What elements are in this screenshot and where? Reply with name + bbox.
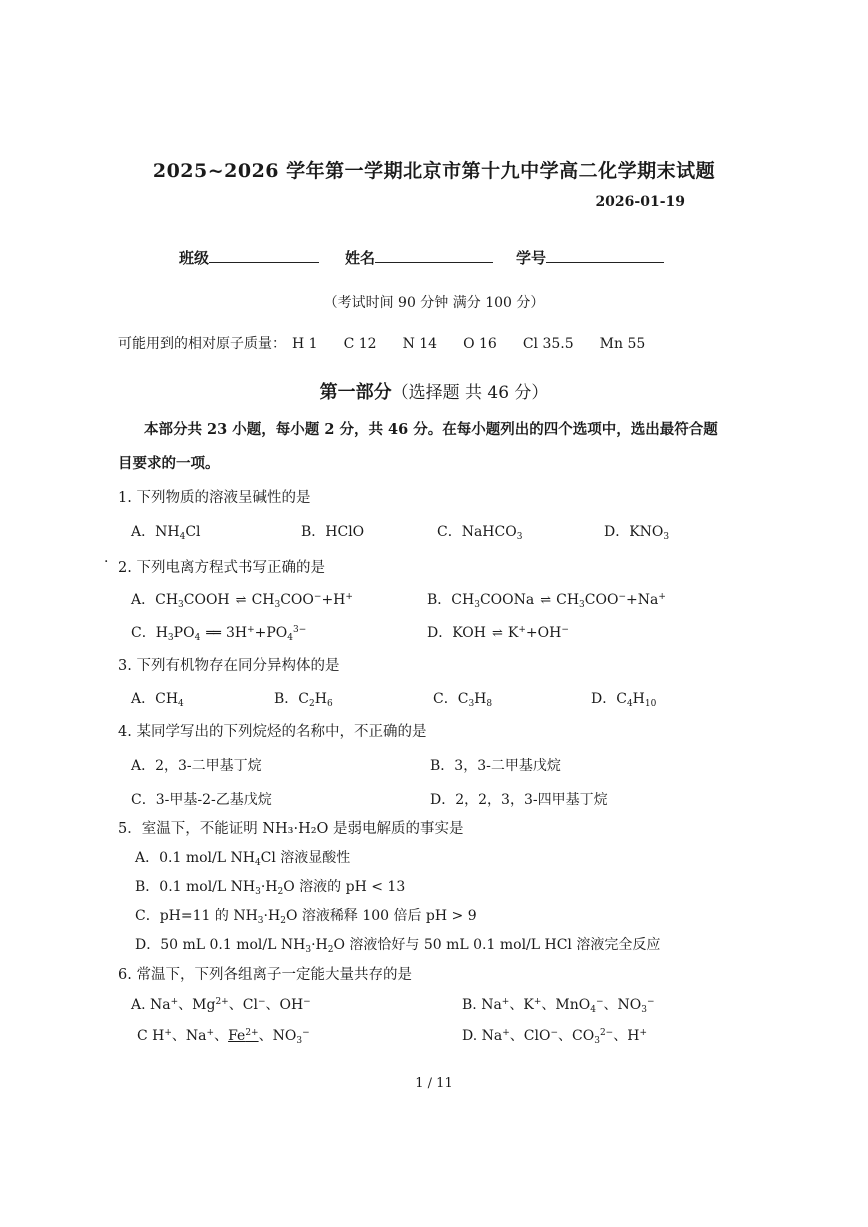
masses-label: 可能用到的相对原子质量： — [118, 336, 286, 352]
q6-option-d: D. Na+、ClO−、$CO_3^{2-}$、H+ — [462, 1028, 647, 1046]
mass-h: H 1 — [292, 336, 318, 352]
q2-option-c: C．$H_3PO_4$ ══ $3H^++PO_4^{3-}$ — [131, 625, 307, 643]
q5-stem: 5．室温下，不能证明 NH₃·H₂O 是弱电解质的事实是 — [118, 821, 464, 837]
class-label: 班级 — [179, 249, 210, 267]
class-field — [179, 246, 319, 268]
exam-date: 2026-01-19 — [595, 194, 685, 210]
q5-option-d: D．50 mL 0.1 mol/L $NH_3\cdot H_2O$ 溶液恰好与 50 mL 0.1 mol/L HCl 溶液完全反应 — [135, 937, 661, 955]
mass-cl: Cl 35.5 — [522, 336, 574, 352]
q3-stem: 3. 下列有机物存在同分异构体的是 — [118, 658, 340, 674]
q5-option-c: C．pH=11 的 $NH_3\cdot H_2O$ 溶液稀释 100 倍后 pH > 9 — [135, 908, 477, 926]
q2-option-a: A．$CH_3COOH$ ⇌ $CH_3COO^-+H^+$ — [131, 592, 353, 610]
id-label: 学号 — [516, 249, 547, 267]
q6-stem: 6. 常温下，下列各组离子一定能大量共存的是 — [118, 967, 412, 983]
q1-option-a: A．$NH_4Cl$ — [131, 524, 201, 542]
page-number: 1 / 11 — [415, 1076, 453, 1091]
q4-option-c: C．3-甲基-2-乙基戊烷 — [131, 792, 272, 808]
q3-option-c: C．$C_3H_8$ — [433, 691, 493, 709]
section-title: 第一部分 — [319, 382, 392, 403]
q4-option-a: A．2，3-二甲基丁烷 — [131, 758, 262, 774]
pen-mark: · — [104, 554, 109, 570]
q4-option-b: B．3，3-二甲基戊烷 — [430, 758, 561, 774]
q6-option-a: A. Na+、$Mg^{2+}$、Cl−、OH− — [131, 997, 311, 1013]
exam-info: （考试时间 90 分钟 满分 100 分） — [323, 295, 545, 311]
atomic-masses — [118, 333, 671, 353]
name-blank — [375, 246, 493, 263]
name-label: 姓名 — [345, 249, 376, 267]
q3-option-d: D．$C_4H_{10}$ — [591, 691, 657, 709]
q2-option-d: D．KOH ⇌ K++OH− — [427, 625, 569, 641]
q3-option-a: A．$CH_4$ — [131, 691, 184, 709]
id-field — [516, 246, 664, 268]
q2-option-b: B．$CH_3COONa$ ⇌ $CH_3COO^-+Na^+$ — [427, 592, 666, 610]
section-intro-line1: 本部分共 23 小题，每小题 2 分，共 46 分。在每小题列出的四个选项中，选出最符合题 — [144, 421, 718, 438]
class-blank — [209, 246, 319, 263]
mass-n: N 14 — [402, 336, 438, 352]
id-blank — [546, 246, 664, 263]
name-field — [345, 246, 493, 268]
q2-stem: 2. 下列电离方程式书写正确的是 — [118, 560, 325, 576]
q4-option-d: D．2，2，3，3-四甲基丁烷 — [430, 792, 608, 808]
section-subtitle: （选择题 共 46 分） — [391, 383, 549, 403]
exam-title: 2025~2026 学年第一学期北京市第十九中学高二化学期末试题 — [152, 160, 716, 182]
q5-option-b: B．0.1 mol/L $NH_3\cdot H_2O$ 溶液的 pH < 13 — [135, 879, 406, 897]
q6-option-c: C H+、Na+、$Fe^{2+}$、$NO_3^-$ — [137, 1028, 310, 1046]
q6-option-b: B. Na+、K+、MnO$_4$−、$NO_3^-$ — [462, 997, 655, 1015]
section-intro-line2: 目要求的一项。 — [118, 455, 220, 472]
q1-option-c: C．NaHCO$_3$ — [437, 524, 523, 542]
q1-option-b: B．HClO — [301, 524, 365, 540]
mass-c: C 12 — [343, 336, 377, 352]
q1-option-d: D．$KNO_3$ — [604, 524, 670, 542]
q5-option-a: A．0.1 mol/L $NH_4Cl$ 溶液显酸性 — [135, 850, 351, 868]
mass-mn: Mn 55 — [599, 336, 646, 352]
section-heading — [0, 378, 868, 404]
q3-option-b: B．$C_2H_6$ — [274, 691, 333, 709]
q1-stem: 1. 下列物质的溶液呈碱性的是 — [118, 490, 311, 506]
q4-stem: 4. 某同学写出的下列烷烃的名称中，不正确的是 — [118, 724, 427, 740]
mass-o: O 16 — [463, 336, 497, 352]
